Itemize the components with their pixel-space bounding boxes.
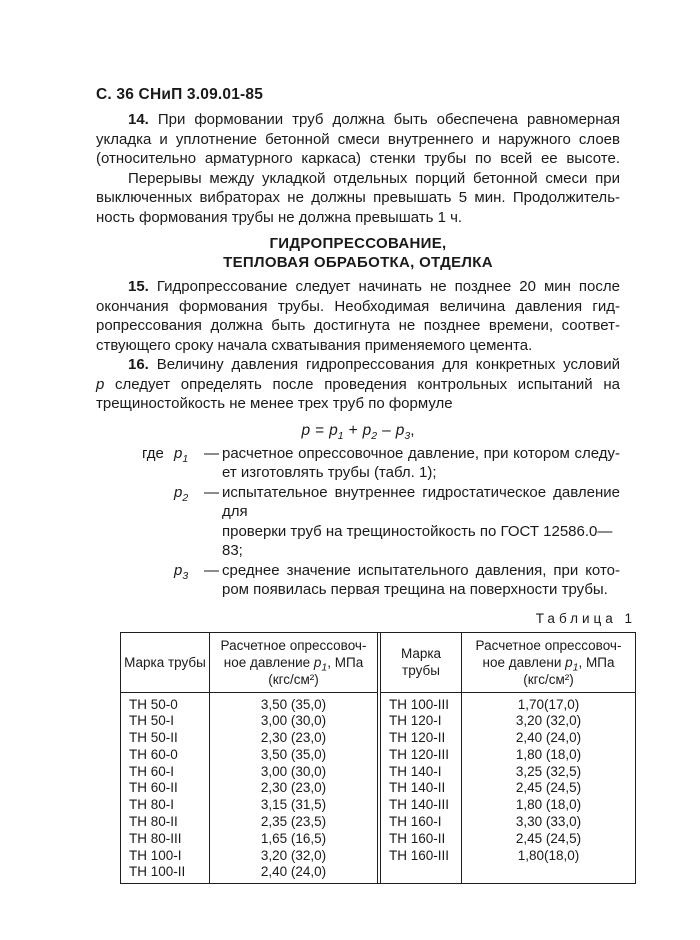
table-header-row xyxy=(381,633,635,693)
table-cell-mark: ТН 60-I xyxy=(129,763,175,779)
formula-p3: $р_3$ xyxy=(395,421,411,442)
column-header-pressure xyxy=(209,633,377,692)
pressure-table xyxy=(120,632,636,884)
column-header-mark: Марка трубы xyxy=(124,654,206,670)
table-cell-value: 3,25 (32,5) xyxy=(515,763,582,779)
table-cell-value: 1,70(17,0) xyxy=(517,696,580,712)
paragraph-line xyxy=(96,355,620,375)
table-cell-value: 1,65 (16,5) xyxy=(260,830,327,846)
table-cell-mark: ТН 100-III xyxy=(389,696,450,712)
paragraph-line: ропрессования должна быть достигнута не позднее времени, соответ- xyxy=(96,317,620,334)
table-cell-mark: ТН 100-II xyxy=(129,864,186,880)
paragraph-text: следует определять после проведения контрольных испытаний на xyxy=(104,375,620,393)
p1-symbol: $р_1$ xyxy=(313,654,328,674)
definition-line: ет изготовлять трубы (табл. 1); xyxy=(222,464,437,481)
where-list xyxy=(142,444,620,600)
value-column xyxy=(209,693,377,883)
table-cell-value: 3,00 (30,0) xyxy=(260,713,327,729)
formula-p: р xyxy=(301,421,311,439)
formula-comma: , xyxy=(410,421,415,439)
mark-column xyxy=(121,693,209,883)
header-line: (кгс/см²) xyxy=(268,671,319,687)
term-p2: $р_2$ xyxy=(174,483,189,504)
paragraph-text: Гидропрессование следует начинать не позднее 20 мин после xyxy=(156,278,620,295)
table-cell-mark: ТН 160-II xyxy=(389,830,446,846)
table-cell-value: 1,80(18,0) xyxy=(517,847,580,863)
table-cell-value: 1,80 (18,0) xyxy=(515,797,582,813)
paragraph-line: Перерывы между укладкой отдельных порций бетонной смеси при xyxy=(128,169,620,187)
table-cell-mark: ТН 120-II xyxy=(389,730,446,746)
table-cell-mark: ТН 160-I xyxy=(389,814,442,830)
where-item-p2 xyxy=(142,483,620,561)
where-label-spacer xyxy=(142,561,174,581)
definition-line: ром появилась первая трещина на поверхности трубы. xyxy=(222,581,608,598)
column-header-pressure xyxy=(461,633,635,692)
p1-symbol: $р_1$ xyxy=(565,654,579,674)
dash: — xyxy=(204,483,219,501)
table-cell-value: 3,20 (32,0) xyxy=(260,847,327,863)
pressure-symbol: р xyxy=(96,375,105,393)
table-header-row xyxy=(121,633,377,693)
column-header-mark: Марка трубы xyxy=(400,646,442,678)
paragraph-line xyxy=(96,375,620,395)
paragraph-line: выключенных вибраторах не должны превышать 5 мин. Продолжитель- xyxy=(96,189,620,206)
table-cell-value: 1,80 (18,0) xyxy=(515,746,582,762)
paragraph-line xyxy=(96,110,620,130)
table-cell-mark: ТН 80-I xyxy=(129,797,175,813)
header-line: Расчетное опрессовоч- xyxy=(475,637,622,653)
table-cell-mark: ТН 60-II xyxy=(129,780,178,796)
header-line: ное давление $р_1$, МПа xyxy=(223,654,364,674)
clause-number: 14. xyxy=(128,111,149,128)
where-item-p1 xyxy=(142,444,620,483)
section-heading-line: ГИДРОПРЕССОВАНИЕ, xyxy=(269,235,447,252)
table-cell-mark: ТН 80-III xyxy=(129,830,182,846)
table-cell-value: 2,30 (23,0) xyxy=(260,730,327,746)
table-right-half xyxy=(380,633,635,883)
table-cell-mark: ТН 50-0 xyxy=(129,696,178,712)
table-cell-value: 2,35 (23,5) xyxy=(260,814,327,830)
table-cell-mark: ТН 50-II xyxy=(129,730,178,746)
table-cell-mark: ТН 140-III xyxy=(389,797,450,813)
where-label-spacer xyxy=(142,483,174,522)
header-line: ное давлени $р_1$, МПа xyxy=(482,654,615,674)
table-cell-value: 3,50 (35,0) xyxy=(260,696,327,712)
table-cell-mark: ТН 100-I xyxy=(129,847,182,863)
page-content xyxy=(96,85,636,884)
table-cell-value: 2,40 (24,0) xyxy=(515,730,582,746)
pressure-formula xyxy=(96,420,620,442)
where-label: где xyxy=(142,444,164,462)
table-cell-value: 2,45 (24,5) xyxy=(515,830,582,846)
equals-sign: = xyxy=(315,421,325,439)
page-header: С. 36 СНиП 3.09.01-85 xyxy=(96,86,264,103)
header-line: Расчетное опрессовоч- xyxy=(220,637,367,653)
section-heading-line: ТЕПЛОВАЯ ОБРАБОТКА, ОТДЕЛКА xyxy=(223,254,493,271)
paragraph-line: (относительно арматурного каркаса) стенки трубы по всей ее высоте. xyxy=(96,150,620,167)
formula-p1: $р_1$ xyxy=(329,421,344,442)
table-cell-mark: ТН 120-I xyxy=(389,713,442,729)
table-cell-value: 3,50 (35,0) xyxy=(260,746,327,762)
paragraph-line xyxy=(96,277,620,297)
table-cell-mark: ТН 80-II xyxy=(129,814,178,830)
formula-p2: $р_2$ xyxy=(362,421,378,442)
definition-line: испытательное внутреннее гидростатическое давление для xyxy=(222,483,620,520)
table-cell-value: 3,30 (33,0) xyxy=(515,814,582,830)
table-cell-value: 2,30 (23,0) xyxy=(260,780,327,796)
table-body xyxy=(381,693,635,883)
header-line: (кгс/см²) xyxy=(523,671,574,687)
minus-sign: – xyxy=(382,421,391,439)
paragraph-line: трещиностойкость не менее трех труб по формуле xyxy=(96,395,453,412)
table-cell-mark: ТН 60-0 xyxy=(129,746,178,762)
table-cell-value: 2,45 (24,5) xyxy=(515,780,582,796)
table-cell-mark: ТН 140-II xyxy=(389,780,446,796)
table-cell-mark: ТН 140-I xyxy=(389,763,442,779)
table-cell-mark: ТН 160-III xyxy=(389,847,450,863)
paragraph-14 xyxy=(96,110,620,227)
dash: — xyxy=(204,444,219,462)
definition-line: расчетное опрессовочное давление, при котором следу- xyxy=(222,444,620,462)
table-cell-value: 3,20 (32,0) xyxy=(515,713,582,729)
definition-line: среднее значение испытательного давления, при кото- xyxy=(222,561,620,579)
paragraph-line: укладка и уплотнение бетонной смеси внутреннего и наружного слоев xyxy=(96,130,620,148)
table-left-half xyxy=(121,633,378,883)
section-heading xyxy=(96,234,620,272)
definition-line: проверки труб на трещиностойкость по ГОСТ 12586.0—83; xyxy=(222,522,613,559)
clause-number: 15. xyxy=(128,278,149,295)
where-item-p3 xyxy=(142,561,620,600)
paragraph-16 xyxy=(96,355,620,414)
table-caption: Таблица 1 xyxy=(535,610,636,626)
table-cell-mark: ТН 50-I xyxy=(129,713,175,729)
table-cell-mark: ТН 120-III xyxy=(389,746,450,762)
clause-number: 16. xyxy=(128,356,149,373)
plus-sign: + xyxy=(348,421,358,439)
paragraph-text: При формовании труб должна быть обеспечена равномерная xyxy=(157,111,620,128)
paragraph-line: ность формования трубы не должна превышать 1 ч. xyxy=(96,208,463,226)
table-cell-value: 3,00 (30,0) xyxy=(260,763,327,779)
table-body xyxy=(121,693,377,883)
mark-column xyxy=(381,693,461,883)
value-column xyxy=(461,693,635,883)
paragraph-text: Величину давления гидропрессования для конкретных условий xyxy=(156,356,620,373)
term-p1: $р_1$ xyxy=(174,444,189,465)
table-cell-value: 3,15 (31,5) xyxy=(260,797,327,813)
paragraph-line: ствующего сроку начала схватывания применяемого цемента. xyxy=(96,336,533,354)
paragraph-line: окончания формования трубы. Необходимая величина давления гид- xyxy=(96,297,620,315)
table-cell-value: 2,40 (24,0) xyxy=(260,864,327,880)
paragraph-15 xyxy=(96,277,620,355)
dash: — xyxy=(204,561,219,579)
term-p3: $р_3$ xyxy=(174,561,189,582)
